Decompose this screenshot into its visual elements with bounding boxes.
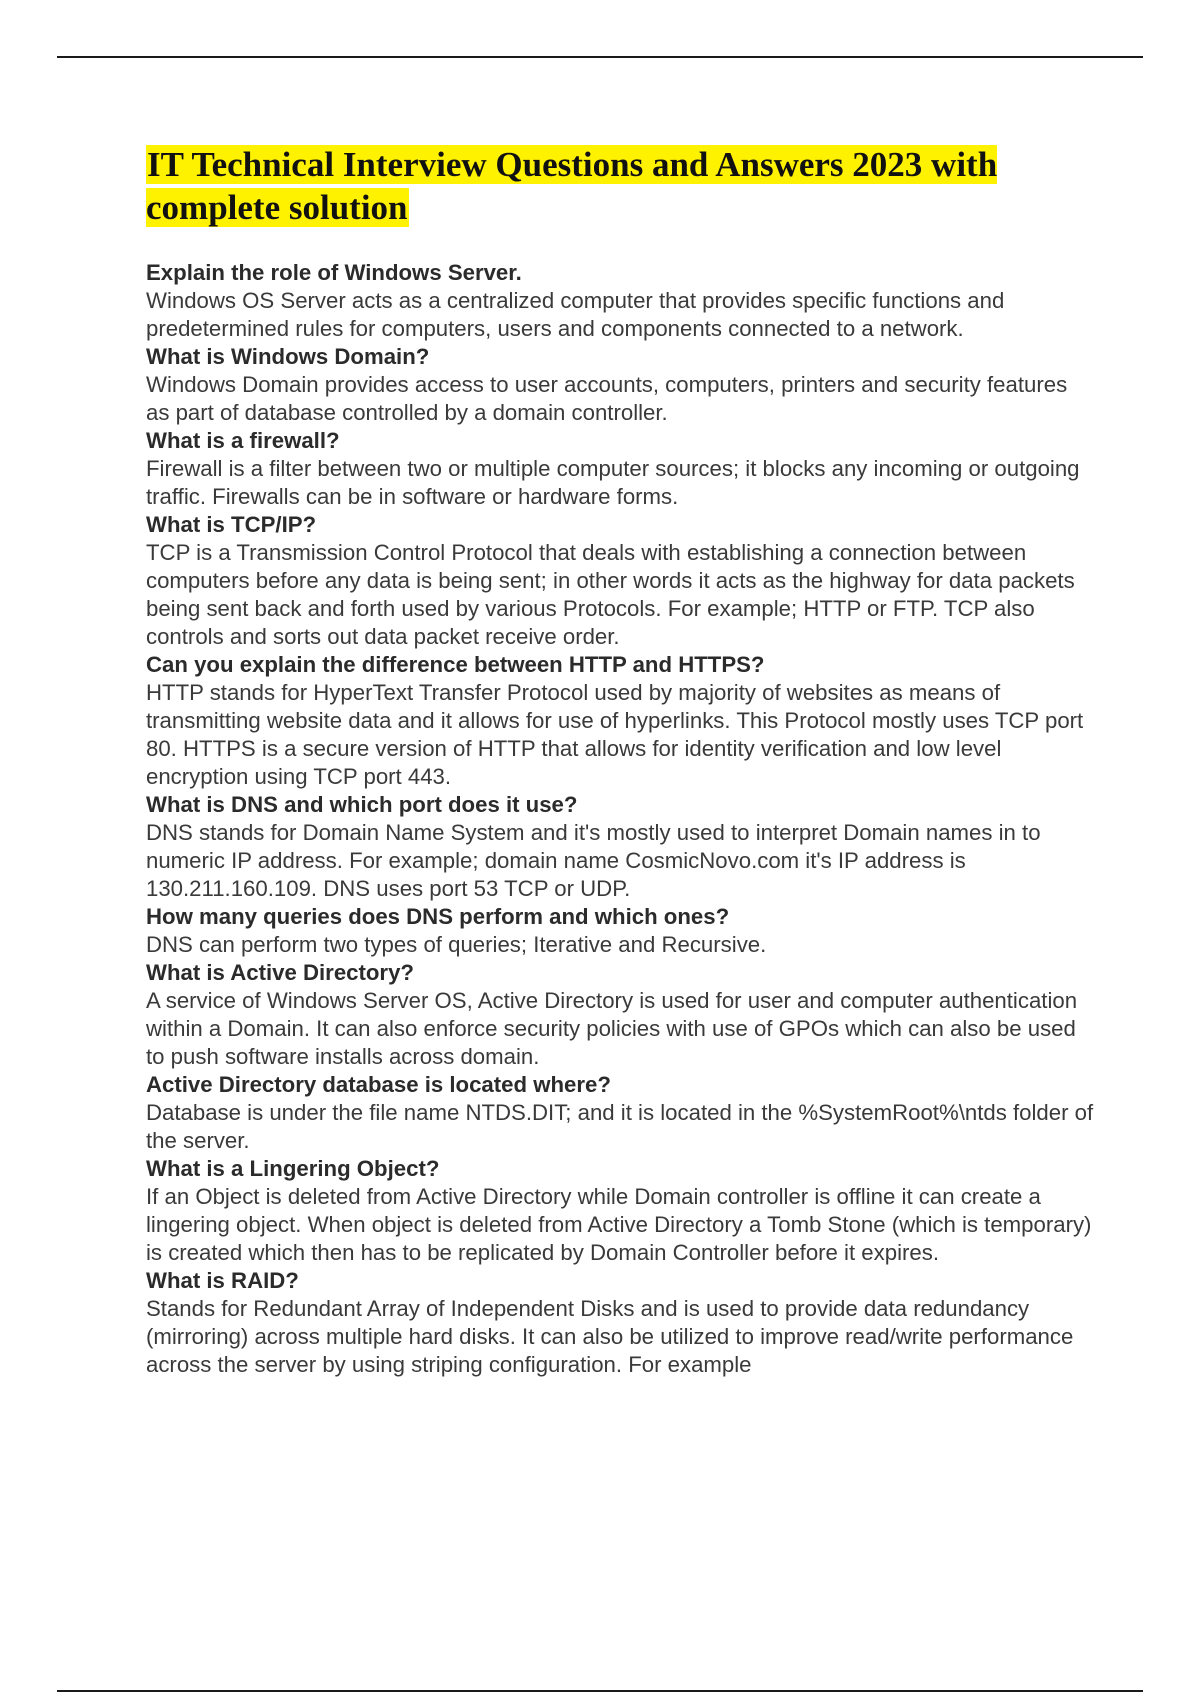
question: Active Directory database is located where?	[146, 1072, 611, 1097]
answer: DNS can perform two types of queries; Iterative and Recursive.	[146, 932, 767, 957]
answer: Firewall is a filter between two or multiple computer sources; it blocks any incoming or outgoing traffic. Firewalls can be in software or hardware forms.	[146, 456, 1080, 509]
answer: Windows Domain provides access to user accounts, computers, printers and security features as part of database controlled by a domain controller.	[146, 372, 1068, 425]
question: What is RAID?	[146, 1268, 299, 1293]
qa-item	[146, 511, 1096, 651]
qa-item	[146, 1155, 1096, 1267]
question: What is a Lingering Object?	[146, 1156, 440, 1181]
qa-item	[146, 427, 1096, 511]
question: What is a firewall?	[146, 428, 340, 453]
qa-item	[146, 343, 1096, 427]
answer: A service of Windows Server OS, Active Directory is used for user and computer authentication within a Domain. It can also enforce security policies with use of GPOs which can also be used to push software installs across domain.	[146, 988, 1078, 1069]
document-title	[146, 143, 1096, 229]
qa-item	[146, 791, 1096, 903]
answer: HTTP stands for HyperText Transfer Protocol used by majority of websites as means of transmitting website data and it allows for use of hyperlinks. This Protocol mostly uses TCP port 80. HTTPS is a secure version of HTTP that allows for identity verification and low level encryption using TCP port 443.	[146, 680, 1084, 789]
document-body	[146, 143, 1096, 1379]
qa-list	[146, 259, 1096, 1379]
question: How many queries does DNS perform and which ones?	[146, 904, 730, 929]
answer: Windows OS Server acts as a centralized computer that provides specific functions and predetermined rules for computers, users and components connected to a network.	[146, 288, 1005, 341]
question: Explain the role of Windows Server.	[146, 260, 522, 285]
qa-item	[146, 903, 1096, 959]
answer: TCP is a Transmission Control Protocol that deals with establishing a connection between computers before any data is being sent; in other words it acts as the highway for data packets being sent back and forth used by various Protocols. For example; HTTP or FTP. TCP also controls and sorts out data packet receive order.	[146, 540, 1075, 649]
answer: Stands for Redundant Array of Independent Disks and is used to provide data redundancy (mirroring) across multiple hard disks. It can also be utilized to improve read/write performance across the server by using striping configuration. For example	[146, 1296, 1074, 1377]
question: What is Windows Domain?	[146, 344, 430, 369]
answer: DNS stands for Domain Name System and it's mostly used to interpret Domain names in to numeric IP address. For example; domain name CosmicNovo.com it's IP address is 130.211.160.109. DNS uses port 53 TCP or UDP.	[146, 820, 1041, 901]
question: What is DNS and which port does it use?	[146, 792, 578, 817]
question: What is Active Directory?	[146, 960, 414, 985]
qa-item	[146, 959, 1096, 1071]
qa-item	[146, 1267, 1096, 1379]
top-rule	[57, 56, 1143, 58]
question: What is TCP/IP?	[146, 512, 317, 537]
answer: Database is under the file name NTDS.DIT; and it is located in the %SystemRoot%\ntds folder of the server.	[146, 1100, 1094, 1153]
qa-item	[146, 651, 1096, 791]
question: Can you explain the difference between HTTP and HTTPS?	[146, 652, 765, 677]
qa-item	[146, 1071, 1096, 1155]
answer: If an Object is deleted from Active Directory while Domain controller is offline it can create a lingering object. When object is deleted from Active Directory a Tomb Stone (which is temporary) is created which then has to be replicated by Domain Controller before it expires.	[146, 1184, 1092, 1265]
qa-item	[146, 259, 1096, 343]
bottom-rule	[57, 1690, 1143, 1692]
title-highlight: IT Technical Interview Questions and Answers 2023 with complete solution	[146, 145, 998, 227]
